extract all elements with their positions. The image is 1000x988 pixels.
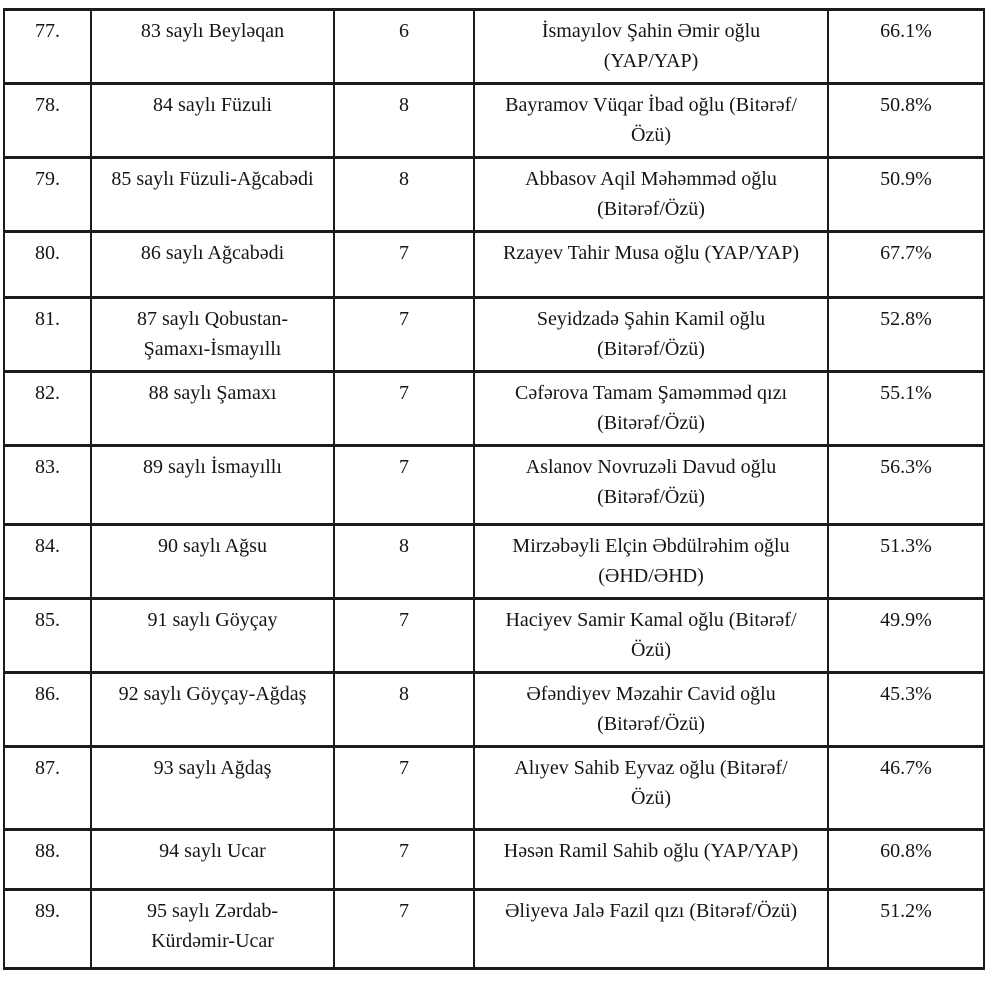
candidate-count-cell-line: 8 xyxy=(399,168,409,190)
district-cell xyxy=(91,830,334,890)
table-row xyxy=(4,298,984,372)
candidate-count-cell xyxy=(334,890,474,969)
table-row xyxy=(4,158,984,232)
district-cell xyxy=(91,525,334,599)
elected-candidate-cell-line: Haciyev Samir Kamal oğlu (Bitərəf/ xyxy=(505,609,797,631)
elected-candidate-cell-line: (Bitərəf/Özü) xyxy=(597,486,705,508)
percent-cell-line: 55.1% xyxy=(880,382,932,404)
district-cell xyxy=(91,890,334,969)
row-number-cell xyxy=(4,525,91,599)
percent-cell-line: 67.7% xyxy=(880,242,932,264)
row-number-cell xyxy=(4,673,91,747)
row-number-cell xyxy=(4,298,91,372)
row-number-cell xyxy=(4,158,91,232)
district-cell-line: 86 saylı Ağcabədi xyxy=(140,242,285,264)
percent-cell-line: 45.3% xyxy=(880,683,932,705)
row-number-cell-line: 82. xyxy=(35,382,60,404)
elected-candidate-cell-line: (ƏHD/ƏHD) xyxy=(598,565,704,587)
candidate-count-cell xyxy=(334,747,474,830)
percent-cell-line: 60.8% xyxy=(880,840,932,862)
candidate-count-cell-line: 7 xyxy=(399,242,409,264)
row-number-cell xyxy=(4,747,91,830)
elected-candidate-cell xyxy=(474,158,828,232)
elected-candidate-cell-line: Bayramov Vüqar İbad oğlu (Bitərəf/ xyxy=(505,94,797,116)
candidate-count-cell-line: 8 xyxy=(399,535,409,557)
district-cell-line: 92 saylı Göyçay-Ağdaş xyxy=(118,683,307,705)
elected-candidate-cell xyxy=(474,10,828,84)
percent-cell-line: 66.1% xyxy=(880,20,932,42)
row-number-cell-line: 89. xyxy=(35,900,60,922)
elected-candidate-cell-line: Əliyeva Jalə Fazil qızı (Bitərəf/Özü) xyxy=(504,900,798,922)
table-row xyxy=(4,84,984,158)
candidate-count-cell xyxy=(334,673,474,747)
candidate-count-cell-line: 8 xyxy=(399,683,409,705)
percent-cell xyxy=(828,890,984,969)
district-cell xyxy=(91,298,334,372)
results-table-body xyxy=(4,10,984,969)
district-cell-line: 95 saylı Zərdab- xyxy=(146,900,279,922)
district-cell xyxy=(91,599,334,673)
elected-candidate-cell-line: (Bitərəf/Özü) xyxy=(597,412,705,434)
elected-candidate-cell-line: Özü) xyxy=(631,787,671,809)
elected-candidate-cell xyxy=(474,446,828,525)
candidate-count-cell xyxy=(334,158,474,232)
district-cell xyxy=(91,673,334,747)
percent-cell xyxy=(828,446,984,525)
table-row xyxy=(4,446,984,525)
row-number-cell-line: 79. xyxy=(35,168,60,190)
district-cell-line: 91 saylı Göyçay xyxy=(147,609,278,631)
candidate-count-cell-line: 7 xyxy=(399,456,409,478)
percent-cell xyxy=(828,599,984,673)
elected-candidate-cell-line: Aslanov Novruzəli Davud oğlu xyxy=(525,456,777,478)
district-cell-line: 85 saylı Füzuli-Ağcabədi xyxy=(111,168,314,190)
district-cell-line: Şamaxı-İsmayıllı xyxy=(143,338,282,360)
percent-cell xyxy=(828,84,984,158)
candidate-count-cell xyxy=(334,372,474,446)
district-cell-line: 93 saylı Ağdaş xyxy=(153,757,272,779)
elected-candidate-cell xyxy=(474,890,828,969)
candidate-count-cell-line: 6 xyxy=(399,20,409,42)
candidate-count-cell xyxy=(334,599,474,673)
percent-cell xyxy=(828,372,984,446)
district-cell-line: 83 saylı Beyləqan xyxy=(140,20,285,42)
candidate-count-cell xyxy=(334,84,474,158)
table-row xyxy=(4,10,984,84)
district-cell-line: Kürdəmir-Ucar xyxy=(151,930,274,952)
candidate-count-cell xyxy=(334,830,474,890)
table-row xyxy=(4,599,984,673)
candidate-count-cell xyxy=(334,232,474,298)
election-results-table xyxy=(3,8,985,970)
district-cell xyxy=(91,84,334,158)
elected-candidate-cell-line: Alıyev Sahib Eyvaz oğlu (Bitərəf/ xyxy=(514,757,788,779)
percent-cell xyxy=(828,10,984,84)
row-number-cell-line: 85. xyxy=(35,609,60,631)
elected-candidate-cell xyxy=(474,298,828,372)
elected-candidate-cell xyxy=(474,747,828,830)
elected-candidate-cell xyxy=(474,673,828,747)
percent-cell xyxy=(828,525,984,599)
row-number-cell-line: 88. xyxy=(35,840,60,862)
candidate-count-cell xyxy=(334,525,474,599)
candidate-count-cell-line: 7 xyxy=(399,609,409,631)
candidate-count-cell-line: 7 xyxy=(399,900,409,922)
percent-cell-line: 56.3% xyxy=(880,456,932,478)
elected-candidate-cell-line: (Bitərəf/Özü) xyxy=(597,713,705,735)
percent-cell xyxy=(828,673,984,747)
district-cell xyxy=(91,446,334,525)
elected-candidate-cell xyxy=(474,84,828,158)
table-row xyxy=(4,747,984,830)
table-row xyxy=(4,372,984,446)
row-number-cell-line: 81. xyxy=(35,308,60,330)
district-cell-line: 89 saylı İsmayıllı xyxy=(143,456,282,478)
candidate-count-cell xyxy=(334,298,474,372)
candidate-count-cell-line: 7 xyxy=(399,757,409,779)
percent-cell-line: 49.9% xyxy=(880,609,932,631)
row-number-cell-line: 83. xyxy=(35,456,60,478)
row-number-cell-line: 84. xyxy=(35,535,60,557)
row-number-cell xyxy=(4,372,91,446)
elected-candidate-cell-line: Özü) xyxy=(631,639,671,661)
elected-candidate-cell-line: (Bitərəf/Özü) xyxy=(597,198,705,220)
row-number-cell xyxy=(4,890,91,969)
percent-cell-line: 52.8% xyxy=(880,308,932,330)
percent-cell xyxy=(828,232,984,298)
elected-candidate-cell-line: Abbasov Aqil Məhəmməd oğlu xyxy=(525,168,777,190)
candidate-count-cell-line: 7 xyxy=(399,382,409,404)
row-number-cell xyxy=(4,830,91,890)
table-row xyxy=(4,890,984,969)
percent-cell xyxy=(828,747,984,830)
elected-candidate-cell xyxy=(474,232,828,298)
elected-candidate-cell-line: Əfəndiyev Məzahir Cavid oğlu xyxy=(526,683,776,705)
percent-cell-line: 50.9% xyxy=(880,168,932,190)
row-number-cell-line: 78. xyxy=(35,94,60,116)
district-cell-line: 90 saylı Ağsu xyxy=(158,535,267,557)
row-number-cell xyxy=(4,232,91,298)
candidate-count-cell xyxy=(334,10,474,84)
district-cell-line: 87 saylı Qobustan- xyxy=(136,308,289,330)
district-cell xyxy=(91,232,334,298)
candidate-count-cell-line: 7 xyxy=(399,308,409,330)
row-number-cell-line: 86. xyxy=(35,683,60,705)
district-cell xyxy=(91,372,334,446)
elected-candidate-cell xyxy=(474,525,828,599)
elected-candidate-cell-line: (Bitərəf/Özü) xyxy=(597,338,705,360)
district-cell-line: 88 saylı Şamaxı xyxy=(148,382,277,404)
row-number-cell xyxy=(4,10,91,84)
row-number-cell-line: 77. xyxy=(35,20,60,42)
row-number-cell-line: 87. xyxy=(35,757,60,779)
elected-candidate-cell-line: Mirzəbəyli Elçin Əbdülrəhim oğlu xyxy=(512,535,790,557)
district-cell xyxy=(91,158,334,232)
elected-candidate-cell xyxy=(474,830,828,890)
percent-cell xyxy=(828,158,984,232)
table-row xyxy=(4,673,984,747)
row-number-cell xyxy=(4,84,91,158)
percent-cell-line: 50.8% xyxy=(880,94,932,116)
elected-candidate-cell-line: Həsən Ramil Sahib oğlu (YAP/YAP) xyxy=(503,840,799,862)
candidate-count-cell-line: 8 xyxy=(399,94,409,116)
elected-candidate-cell-line: (YAP/YAP) xyxy=(603,50,699,72)
district-cell-line: 84 saylı Füzuli xyxy=(153,94,272,116)
table-row xyxy=(4,830,984,890)
elected-candidate-cell xyxy=(474,372,828,446)
percent-cell-line: 51.3% xyxy=(880,535,932,557)
row-number-cell xyxy=(4,446,91,525)
row-number-cell xyxy=(4,599,91,673)
elected-candidate-cell xyxy=(474,599,828,673)
percent-cell xyxy=(828,830,984,890)
percent-cell-line: 46.7% xyxy=(880,757,932,779)
elected-candidate-cell-line: Cəfərova Tamam Şaməmməd qızı xyxy=(514,382,788,404)
row-number-cell-line: 80. xyxy=(35,242,60,264)
table-row xyxy=(4,232,984,298)
district-cell xyxy=(91,747,334,830)
table-row xyxy=(4,525,984,599)
elected-candidate-cell-line: Seyidzadə Şahin Kamil oğlu xyxy=(536,308,766,330)
candidate-count-cell-line: 7 xyxy=(399,840,409,862)
elected-candidate-cell-line: Özü) xyxy=(631,124,671,146)
elected-candidate-cell-line: Rzayev Tahir Musa oğlu (YAP/YAP) xyxy=(503,242,799,264)
district-cell-line: 94 saylı Ucar xyxy=(159,840,266,862)
elected-candidate-cell-line: İsmayılov Şahin Əmir oğlu xyxy=(541,20,761,42)
percent-cell xyxy=(828,298,984,372)
percent-cell-line: 51.2% xyxy=(880,900,932,922)
district-cell xyxy=(91,10,334,84)
candidate-count-cell xyxy=(334,446,474,525)
